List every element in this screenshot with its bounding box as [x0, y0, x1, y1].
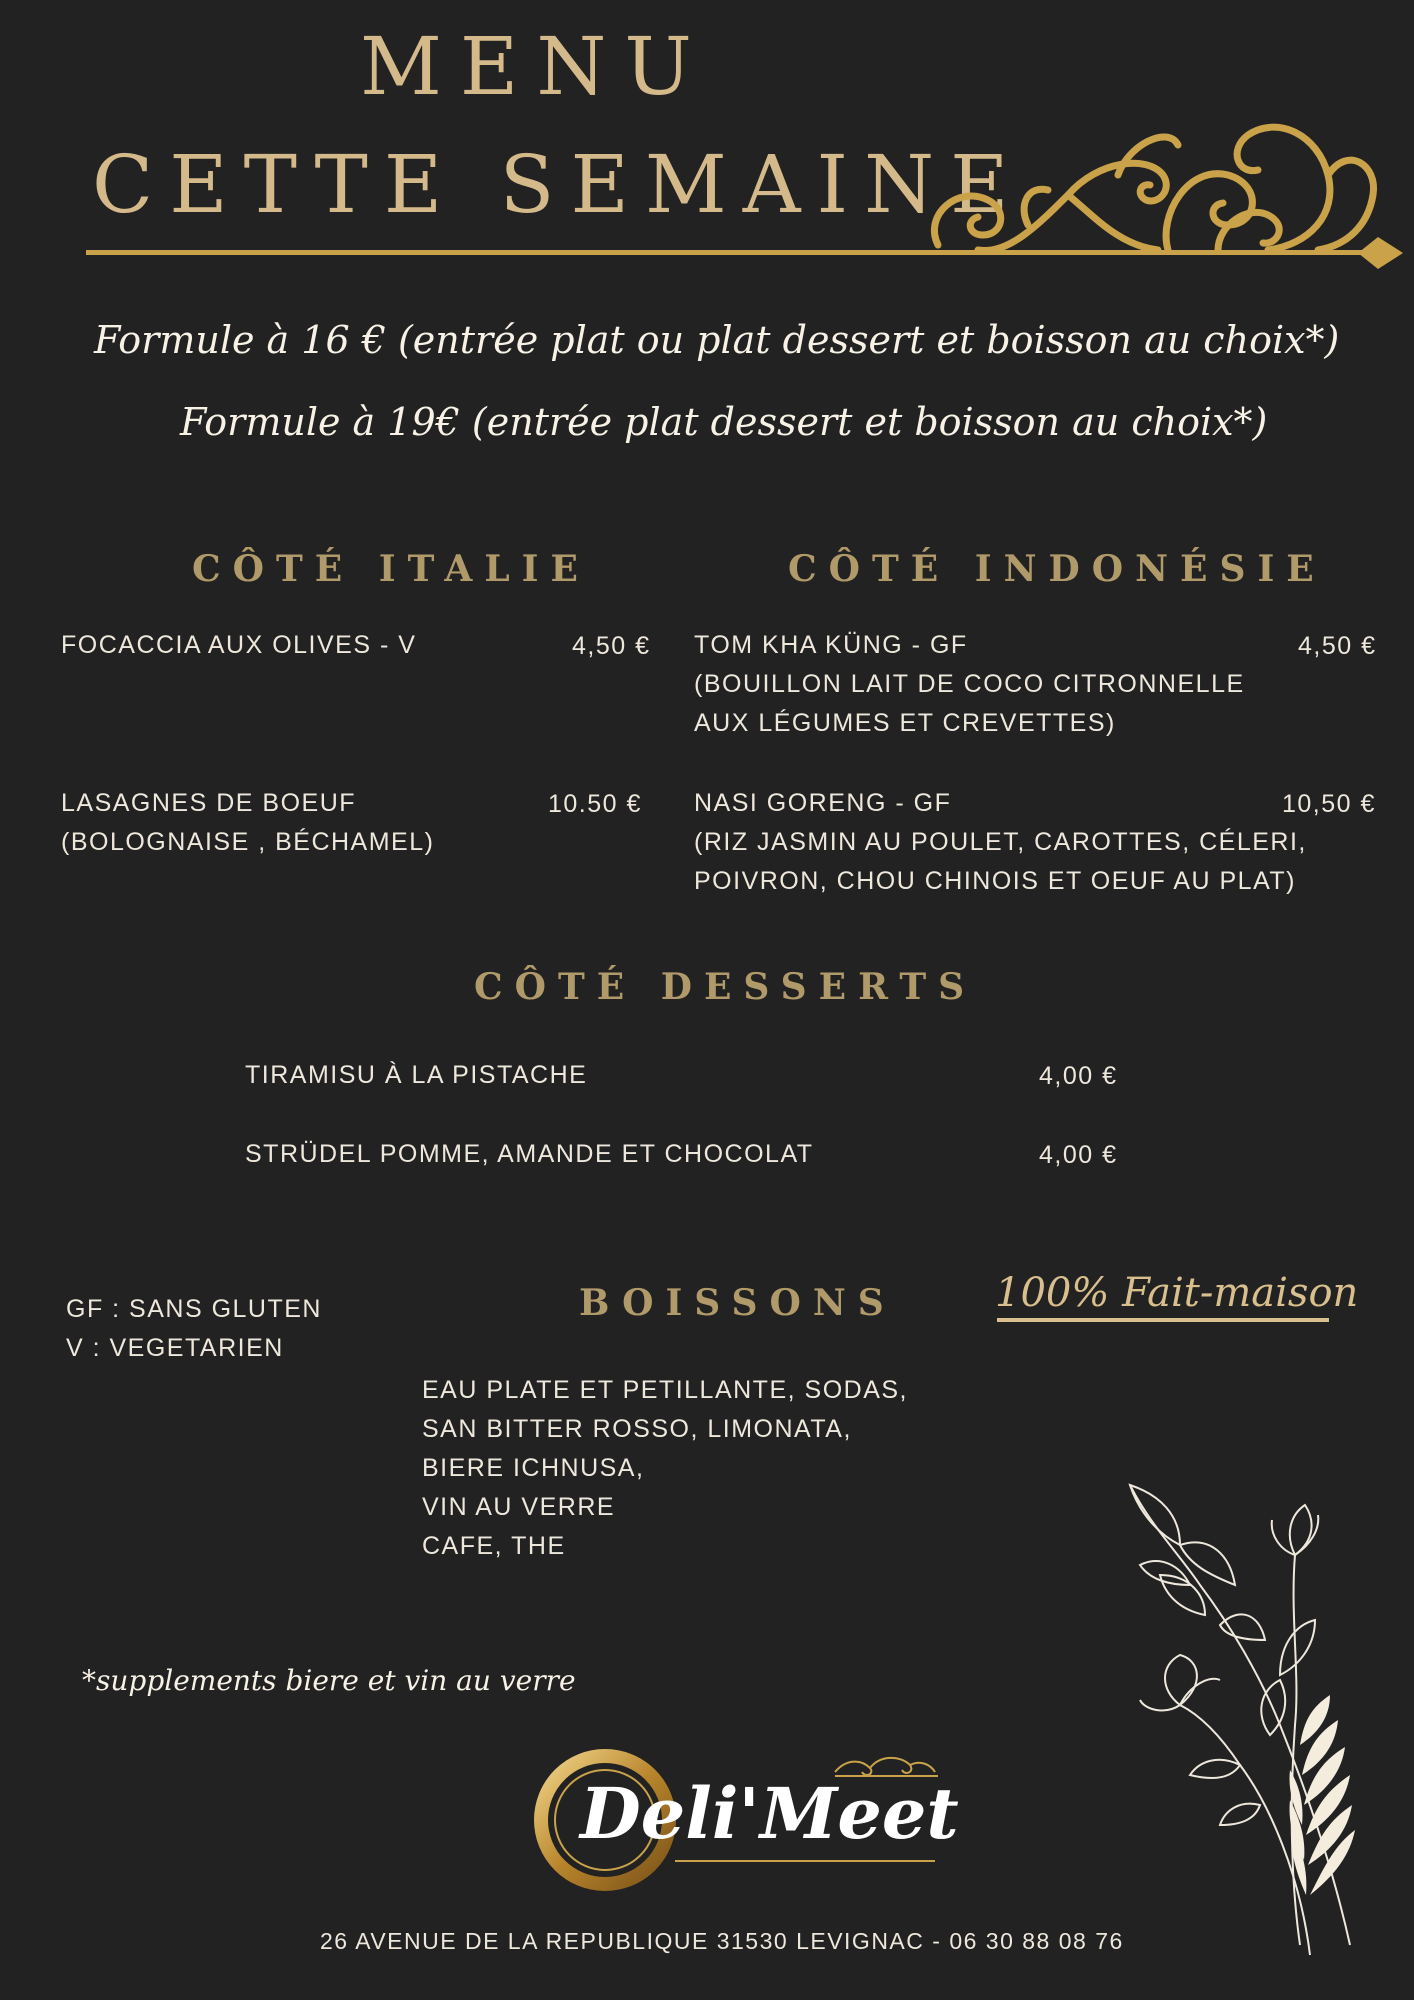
section-desserts-heading: CÔTÉ DESSERTS: [474, 966, 977, 1008]
supplements-note: *supplements biere et vin au verre: [82, 1664, 576, 1697]
dessert-item-price: 4,00 €: [1039, 1062, 1118, 1090]
indonesie-item-desc: POIVRON, CHOU CHINOIS ET OEUF AU PLAT): [694, 867, 1296, 895]
italie-item-price: 10.50 €: [548, 790, 642, 818]
homemade-badge: 100% Fait-maison: [995, 1270, 1359, 1316]
dessert-item-name: TIRAMISU À LA PISTACHE: [245, 1061, 588, 1089]
italie-item-price: 4,50 €: [572, 632, 651, 660]
boissons-line: BIERE ICHNUSA,: [422, 1454, 645, 1482]
footer-address: 26 AVENUE DE LA REPUBLIQUE 31530 LEVIGNAC - 06 30 88 08 76: [320, 1928, 1124, 1954]
indonesie-item-desc: (RIZ JASMIN AU POULET, CAROTTES, CÉLERI,: [694, 828, 1307, 856]
badge-underline: [997, 1318, 1329, 1322]
boissons-line: EAU PLATE ET PETILLANTE, SODAS,: [422, 1376, 908, 1404]
dessert-item-name: STRÜDEL POMME, AMANDE ET CHOCOLAT: [245, 1140, 814, 1168]
floral-illustration-icon: [1120, 1475, 1370, 1965]
section-indonesie-heading: CÔTÉ INDONÉSIE: [788, 548, 1326, 590]
boissons-line: CAFE, THE: [422, 1532, 566, 1560]
section-boissons-heading: BOISSONS: [579, 1282, 896, 1324]
formula-16: Formule à 16 € (entrée plat ou plat dessert et boisson au choix*): [94, 318, 1340, 362]
menu-title: MENU: [360, 20, 710, 113]
section-italie-heading: CÔTÉ ITALIE: [192, 548, 590, 590]
indonesie-item-price: 4,50 €: [1298, 632, 1377, 660]
italie-item-name: FOCACCIA AUX OLIVES - V: [61, 631, 417, 659]
boissons-line: VIN AU VERRE: [422, 1493, 616, 1521]
legend-gf: GF : SANS GLUTEN: [66, 1295, 322, 1323]
indonesie-item-desc: (BOUILLON LAIT DE COCO CITRONNELLE: [694, 670, 1245, 698]
indonesie-item-desc: AUX LÉGUMES ET CREVETTES): [694, 709, 1116, 737]
week-title: CETTE SEMAINE: [92, 138, 1025, 231]
italie-item-name: LASAGNES DE BOEUF: [61, 789, 357, 817]
dessert-item-price: 4,00 €: [1039, 1141, 1118, 1169]
formula-19: Formule à 19€ (entrée plat dessert et boisson au choix*): [180, 400, 1268, 444]
logo-wordmark: Deli'Meet: [580, 1772, 959, 1855]
indonesie-item-name: NASI GORENG - GF: [694, 789, 952, 817]
indonesie-item-price: 10,50 €: [1282, 790, 1376, 818]
logo-underline: [675, 1860, 935, 1862]
indonesie-item-name: TOM KHA KÜNG - GF: [694, 631, 968, 659]
italie-item-desc: (BOLOGNAISE , BÉCHAMEL): [61, 828, 435, 856]
header-rule: [86, 250, 1386, 255]
legend-v: V : VEGETARIEN: [66, 1334, 284, 1362]
boissons-line: SAN BITTER ROSSO, LIMONATA,: [422, 1415, 852, 1443]
